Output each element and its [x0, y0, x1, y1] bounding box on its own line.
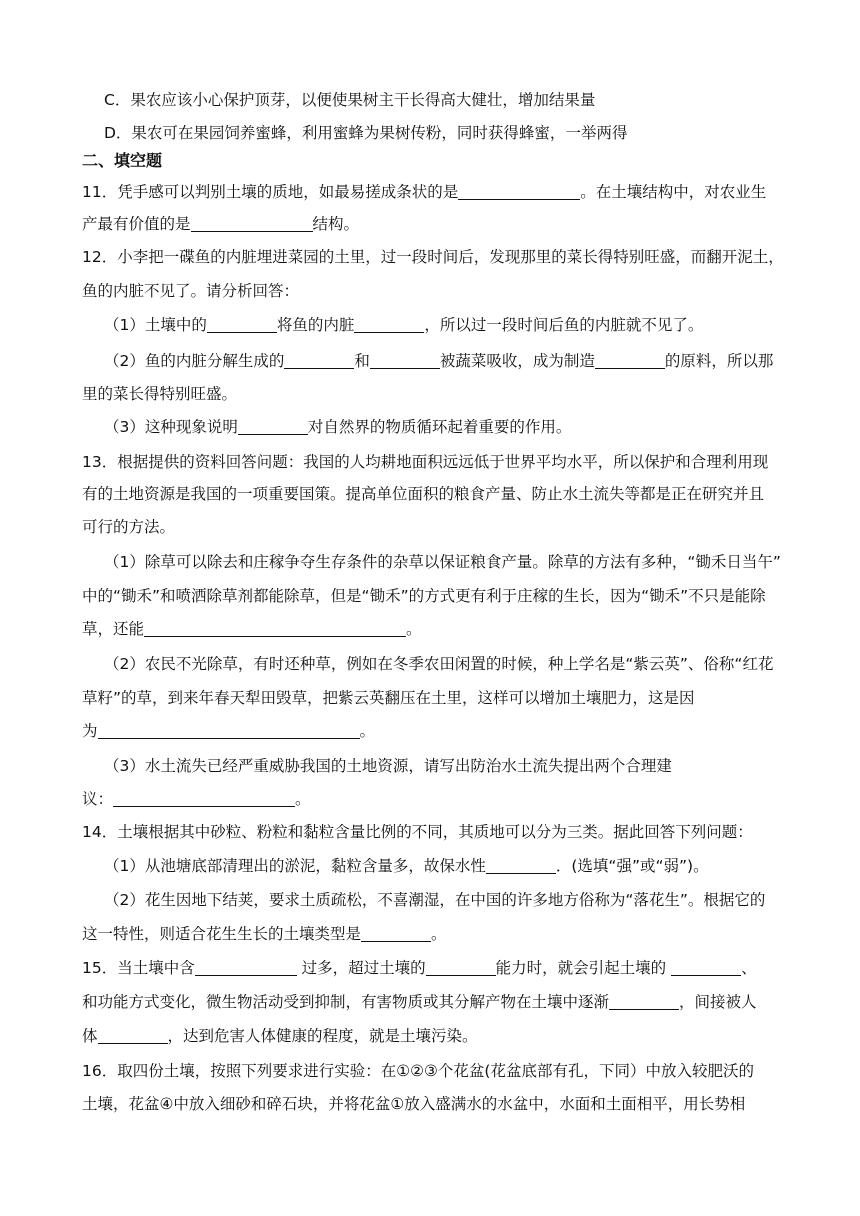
q15-blank-1[interactable] [195, 957, 297, 976]
q13-sub-2-line-3 [82, 719, 375, 743]
q15-text-h: ，达到危害人体健康的程度，就是土壤污染。 [167, 1027, 478, 1045]
q13-blank-2[interactable] [98, 720, 360, 739]
q13-line-2: 有的土地资源是我国的一项重要国策。提高单位面积的粮食产量、防止水土流失等都是正在研究并且 [82, 485, 765, 503]
q14-sub-1-text-a: （1）从池塘底部清理出的淤泥，黏粒含量多，故保水性 [104, 857, 486, 875]
q13-sub-1-line-2: 中的“锄禾”和喷洒除草剂都能除草，但是“锄禾”的方式更有利于庄稼的生长，因为“锄禾”不只是能除 [82, 587, 766, 605]
q11-text-b: 。在土壤结构中，对农业生 [580, 183, 767, 201]
q12-sub-2 [104, 349, 773, 373]
q11-line-1 [82, 180, 766, 204]
q11-text-c: 产最有价值的是 [82, 215, 191, 233]
q12-sub-2-text-b: 和 [354, 352, 370, 370]
q12-blank-5[interactable] [595, 350, 665, 369]
q13-sub-3-line-1: （3）水土流失已经严重威胁我国的土地资源，请写出防治水土流失提出两个合理建 [104, 757, 672, 775]
q15-text-d: 、 [741, 959, 757, 977]
q11-text-a: 11．凭手感可以判别土壤的质地，如最易搓成条状的是 [82, 183, 459, 201]
q12-sub-3 [104, 415, 571, 439]
q13-sub-3-line-2 [82, 787, 311, 811]
q15-text-c: 能力时，就会引起土壤的 [495, 959, 672, 977]
q14-blank-2[interactable] [361, 923, 431, 942]
q12-sub-2-text-d: 的原料，所以那 [664, 352, 774, 370]
q15-blank-2[interactable] [426, 957, 496, 976]
q14-sub-1-text-b: ．(选填“强”或“弱”)。 [555, 857, 709, 875]
q13-sub-1-line-3 [82, 617, 422, 641]
section-title: 二、填空题 [82, 151, 163, 170]
q12-sub-1-text-c: ，所以过一段时间后鱼的内脏就不见了。 [424, 316, 704, 334]
q13-blank-1[interactable] [144, 618, 406, 637]
q15-line-2 [82, 990, 757, 1014]
q12-sub-2-text-a: （2）鱼的内脏分解生成的 [104, 352, 285, 370]
q15-text-b: 过多，超过土壤的 [296, 959, 426, 977]
q13-sub-2-text-c: 为 [82, 722, 98, 740]
q12-blank-3[interactable] [284, 350, 354, 369]
q12-line-2: 鱼的内脏不见了。请分析回答： [82, 282, 300, 300]
q11-text-d: 结构。 [312, 215, 360, 233]
q11-blank-1[interactable] [458, 181, 580, 200]
q12-sub-2-text-c: 被蔬菜吸收，成为制造 [439, 352, 595, 370]
q11-line-2 [82, 212, 359, 236]
q13-line-1: 13．根据提供的资料回答问题：我国的人均耕地面积远远低于世界平均水平，所以保护和合理利用现 [82, 453, 769, 471]
q15-text-e: 和功能方式变化，微生物活动受到抑制，有害物质或其分解产物在土壤中逐渐 [82, 993, 610, 1011]
q12-sub-1-text-b: 将鱼的内脏 [276, 316, 355, 334]
q13-sub-3-text-c: 。 [295, 790, 311, 808]
q12-sub-3-text-b: 对自然界的物质循环起着重要的作用。 [307, 418, 572, 436]
q15-line-3 [82, 1024, 478, 1048]
q12-line-1: 12．小李把一碟鱼的内脏埋进菜园的土里，过一段时间后，发现那里的菜长得特别旺盛，而翻开泥土， [82, 248, 784, 266]
q14-sub-2-text-b: 这一特性，则适合花生生长的土壤类型是 [82, 925, 362, 943]
q15-blank-5[interactable] [98, 1025, 168, 1044]
option-c: C．果农应该小心保护顶芽，以便使果树主干长得高大健壮，增加结果量 [104, 91, 596, 109]
q16-line-1: 16．取四份土壤，按照下列要求进行实验：在①②③个花盆(花盆底部有孔，下同）中放入较肥沃的 [82, 1062, 754, 1080]
q13-sub-2-line-2: 草籽”的草，到来年春天犁田毁草，把紫云英翻压在土里，这样可以增加土壤肥力，这是因 [82, 689, 695, 707]
q15-blank-3[interactable] [671, 957, 741, 976]
q13-sub-2-line-1: （2）农民不光除草，有时还种草，例如在冬季农田闲置的时候，种上学名是“紫云英”、俗称“红花 [104, 655, 774, 673]
q13-blank-3[interactable] [113, 788, 295, 807]
q13-sub-2-text-d: 。 [359, 722, 376, 740]
q13-sub-1-text-d: 。 [406, 620, 422, 638]
q14-blank-1[interactable] [486, 855, 556, 874]
option-d: D．果农可在果园饲养蜜蜂，利用蜜蜂为果树传粉，同时获得蜂蜜，一举两得 [104, 124, 628, 142]
q12-sub-2-cont: 里的菜长得特别旺盛。 [82, 385, 238, 403]
q12-blank-1[interactable] [207, 314, 277, 333]
q12-sub-1 [104, 313, 703, 337]
q12-blank-4[interactable] [370, 350, 440, 369]
q12-sub-3-text-a: （3）这种现象说明 [104, 418, 238, 436]
q15-text-a: 15．当土壤中含 [82, 959, 195, 977]
q15-text-f: ，间接被人 [679, 993, 757, 1011]
q15-blank-4[interactable] [609, 991, 679, 1010]
q14-sub-2-text-c: 。 [431, 925, 447, 943]
q13-sub-1-line-1: （1）除草可以除去和庄稼争夺生存条件的杂草以保证粮食产量。除草的方法有多种，“锄禾日当午” [104, 553, 781, 571]
q12-sub-1-text-a: （1）土壤中的 [104, 316, 207, 334]
q13-sub-3-text-b: 议： [82, 790, 114, 808]
q13-sub-1-text-c: 草，还能 [82, 620, 145, 638]
q14-line-1: 14．土壤根据其中砂粒、粉粒和黏粒含量比例的不同，其质地可以分为三类。据此回答下列问题： [82, 823, 753, 841]
q11-blank-2[interactable] [191, 213, 313, 232]
q12-blank-2[interactable] [354, 314, 424, 333]
q12-blank-6[interactable] [238, 416, 308, 435]
q15-line-1 [82, 956, 757, 980]
q15-text-g: 体 [82, 1027, 98, 1045]
q14-sub-2-line-1: （2）花生因地下结荚，要求土质疏松，不喜潮湿，在中国的许多地方俗称为“落花生”。根据它的 [104, 891, 766, 909]
q13-line-3: 可行的方法。 [82, 518, 176, 536]
q14-sub-2-line-2 [82, 922, 447, 946]
q16-line-2: 土壤，花盆④中放入细砂和碎石块，并将花盆①放入盛满水的水盆中，水面和土面相平，用长势相 [82, 1095, 746, 1113]
q14-sub-1 [104, 854, 709, 878]
